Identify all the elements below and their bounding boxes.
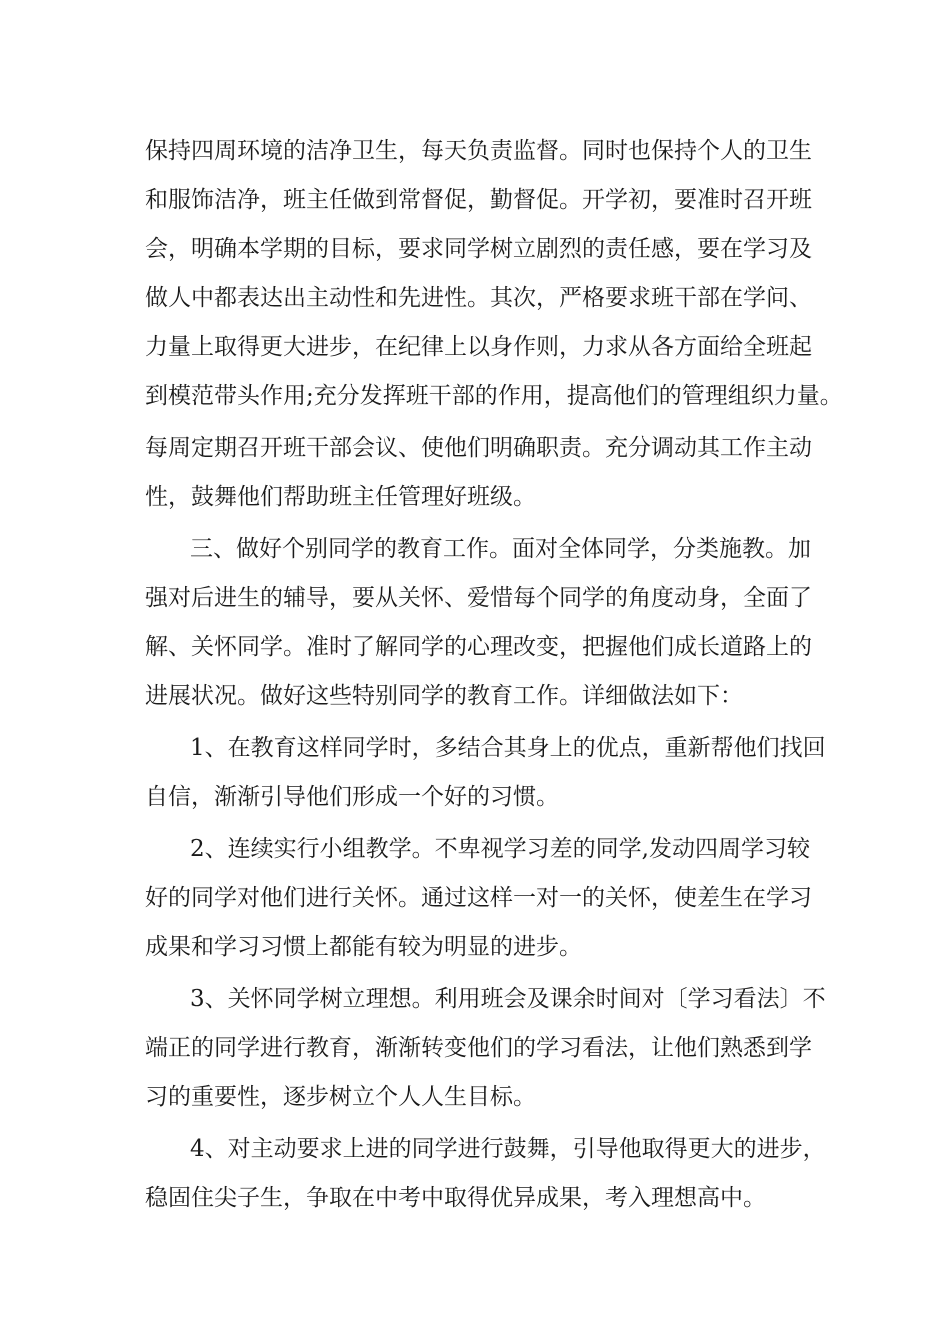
text-line-18: 3、关怀同学树立理想。利用班会及课余时间对〔学习看法〕不 [190, 986, 826, 1012]
text-line-4: 做人中都表达出主动性和先进性。其次，严格要求班干部在学问、 [145, 285, 812, 311]
text-line-1: 保持四周环境的洁净卫生，每天负责监督。同时也保持个人的卫生 [145, 138, 812, 164]
text-line-3: 会，明确本学期的目标，要求同学树立剧烈的责任感，要在学习及 [145, 236, 812, 262]
text-line-14: 自信，渐渐引导他们形成一个好的习惯。 [145, 784, 559, 810]
text-line-2: 和服饰洁净，班主任做到常督促，勤督促。开学初，要准时召开班 [145, 187, 812, 213]
text-line-9: 三、做好个别同学的教育工作。面对全体同学，分类施教。加 [190, 536, 811, 562]
text-line-7: 每周定期召开班干部会议、使他们明确职责。充分调动其工作主动 [145, 435, 812, 461]
text-line-12: 进展状况。做好这些特别同学的教育工作。详细做法如下： [145, 683, 743, 709]
text-line-20: 习的重要性，逐步树立个人人生目标。 [145, 1084, 536, 1110]
text-line-10: 强对后进生的辅导，要从关怀、爱惜每个同学的角度动身，全面了 [145, 585, 812, 611]
text-line-15: 2、连续实行小组教学。不卑视学习差的同学,发动四周学习较 [190, 836, 810, 862]
text-line-11: 解、关怀同学。准时了解同学的心理改变，把握他们成长道路上的 [145, 634, 812, 660]
text-line-13: 1、在教育这样同学时，多结合其身上的优点，重新帮他们找回 [190, 735, 826, 761]
text-line-17: 成果和学习习惯上都能有较为明显的进步。 [145, 934, 582, 960]
text-line-8: 性，鼓舞他们帮助班主任管理好班级。 [145, 484, 536, 510]
text-line-5: 力量上取得更大进步，在纪律上以身作则，力求从各方面给全班起 [145, 334, 812, 360]
text-line-21: 4、对主动要求上进的同学进行鼓舞，引导他取得更大的进步， [190, 1136, 826, 1162]
text-line-16: 好的同学对他们进行关怀。通过这样一对一的关怀，使差生在学习 [145, 885, 812, 911]
text-line-19: 端正的同学进行教育，渐渐转变他们的学习看法，让他们熟悉到学 [145, 1035, 812, 1061]
text-line-6: 到模范带头作用;充分发挥班干部的作用，提高他们的管理组织力量。 [145, 383, 843, 409]
text-line-22: 稳固住尖子生，争取在中考中取得优异成果，考入理想高中。 [145, 1185, 766, 1211]
